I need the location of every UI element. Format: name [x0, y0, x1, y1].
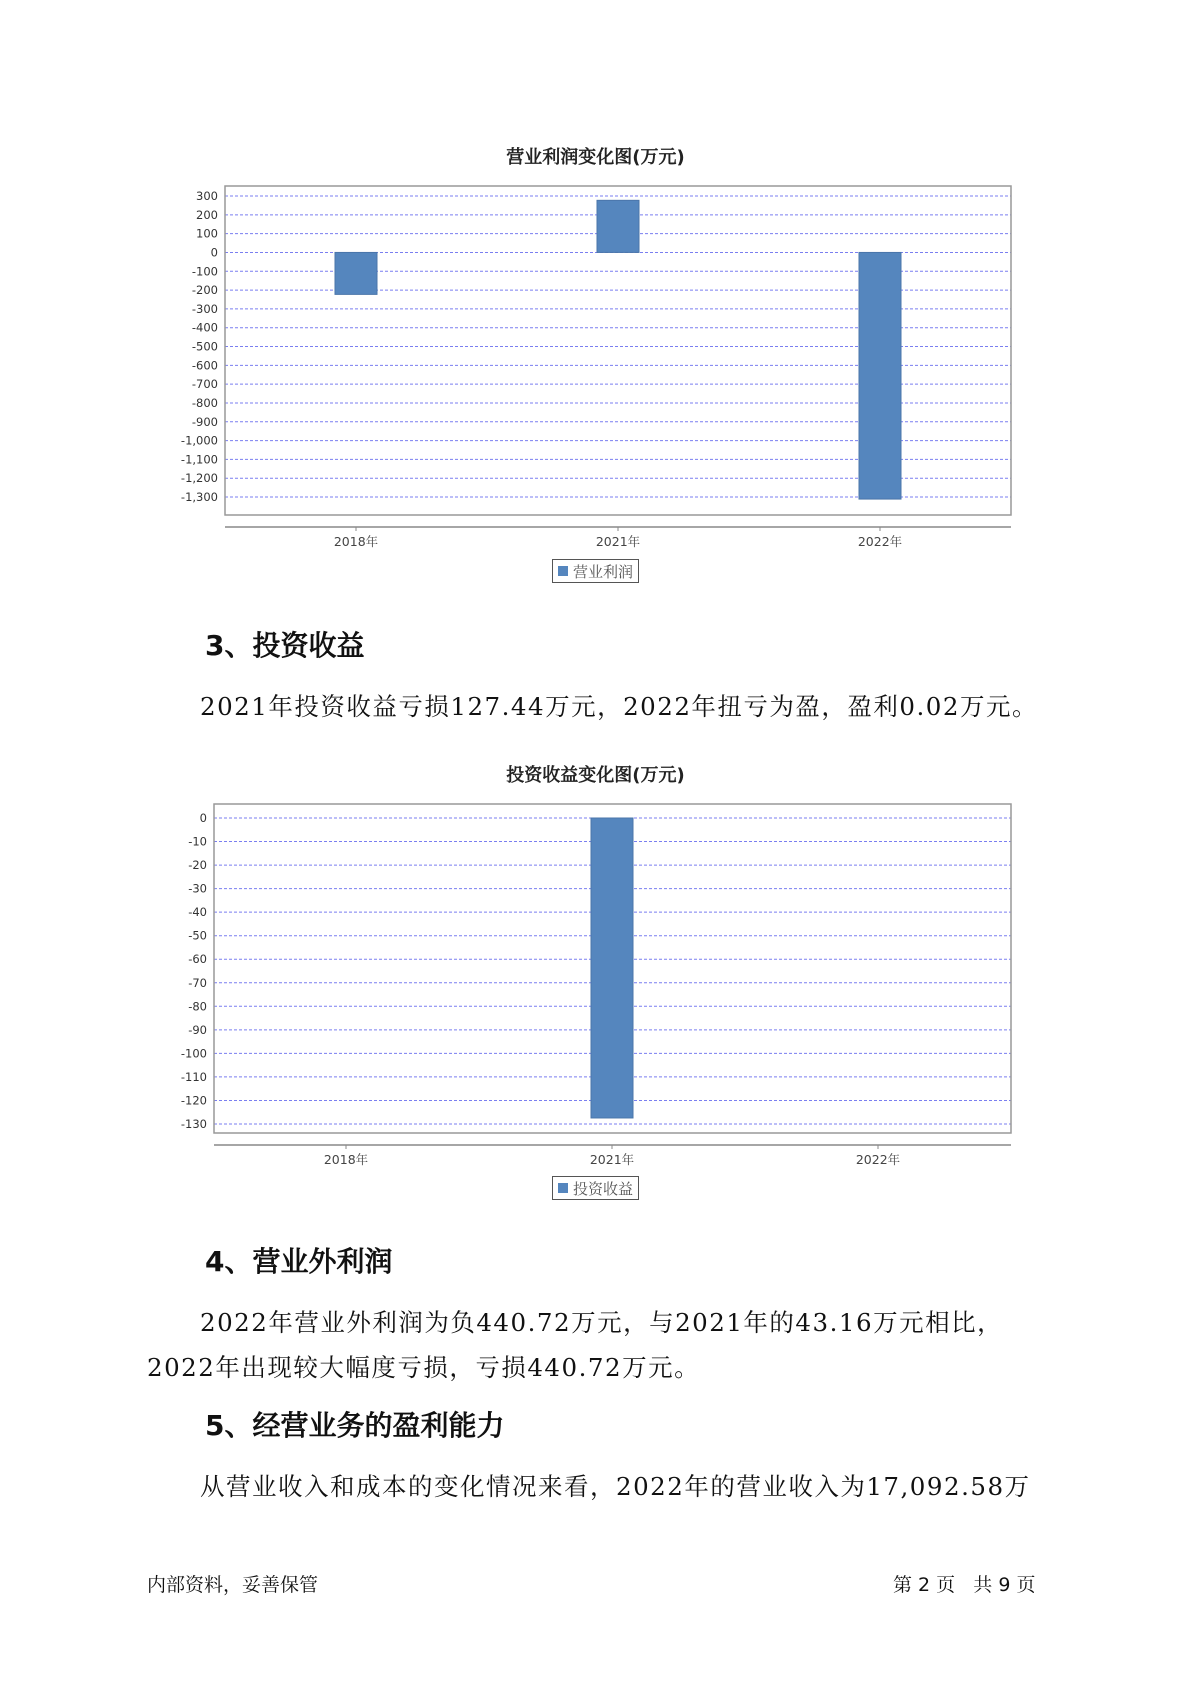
y-tick-label: -100 — [180, 1046, 207, 1061]
bar — [591, 818, 633, 1118]
paragraph-non-operating-profit: 2022年营业外利润为负440.72万元，与2021年的43.16万元相比，2022年出现较大幅度亏损，亏损440.72万元。 — [147, 1308, 1004, 1382]
y-tick-label: -700 — [191, 377, 218, 392]
y-tick-label: -10 — [188, 834, 207, 849]
chart-title: 投资收益变化图(万元) — [506, 765, 685, 786]
section-heading-investment-income: 3、投资收益 — [205, 629, 365, 662]
y-tick-label: 200 — [196, 207, 218, 222]
y-tick-label: -90 — [188, 1022, 207, 1037]
chart-title: 营业利润变化图(万元) — [506, 147, 685, 168]
x-tick-label: 2022年 — [855, 1152, 901, 1167]
y-tick-label: -1,200 — [180, 471, 218, 486]
y-tick-label: -500 — [191, 339, 218, 354]
section-heading-profitability: 5、经营业务的盈利能力 — [205, 1409, 505, 1442]
y-tick-label: 100 — [196, 226, 218, 241]
y-tick-label: -200 — [191, 283, 218, 298]
paragraph-investment-income: 2021年投资收益亏损127.44万元，2022年扭亏为盈，盈利0.02万元。 — [200, 692, 1038, 721]
y-tick-label: -30 — [188, 881, 207, 896]
y-tick-label: -600 — [191, 358, 218, 373]
x-tick-label: 2018年 — [333, 534, 379, 549]
y-tick-label: -130 — [180, 1117, 207, 1131]
x-tick-label: 2022年 — [857, 534, 903, 549]
footer-confidential-note: 内部资料，妥善保管 — [147, 1574, 319, 1596]
y-tick-label: 0 — [199, 811, 207, 825]
paragraph-profitability: 从营业收入和成本的变化情况来看，2022年的营业收入为17,092.58万 — [200, 1472, 1031, 1501]
y-tick-label: -400 — [191, 320, 218, 335]
footer-page-number: 第 2 页 共 9 页 — [893, 1574, 1036, 1596]
chart-legend — [552, 1176, 639, 1200]
y-tick-label: -60 — [188, 952, 207, 967]
y-tick-label: -1,300 — [180, 490, 218, 504]
y-tick-label: -800 — [191, 395, 218, 410]
y-tick-label: -1,100 — [180, 452, 218, 467]
x-tick-label: 2021年 — [595, 534, 641, 549]
legend-label: 投资收益 — [573, 1179, 634, 1198]
legend-label: 营业利润 — [573, 562, 634, 581]
x-tick-label: 2018年 — [323, 1152, 369, 1167]
y-tick-label: -80 — [188, 999, 207, 1014]
y-tick-label: -300 — [191, 301, 218, 316]
y-tick-label: -120 — [180, 1093, 207, 1108]
y-tick-label: -1,000 — [180, 433, 218, 448]
y-tick-label: -100 — [191, 264, 218, 279]
x-tick-label: 2021年 — [589, 1152, 635, 1167]
legend-swatch — [558, 1183, 568, 1193]
y-tick-label: -70 — [188, 975, 207, 990]
y-tick-label: -20 — [188, 858, 207, 873]
section-heading-non-operating-profit: 4、营业外利润 — [205, 1245, 393, 1278]
y-tick-label: -50 — [188, 928, 207, 943]
y-tick-label: 0 — [210, 245, 218, 260]
y-tick-label: -900 — [191, 414, 218, 429]
y-tick-label: 300 — [196, 189, 218, 203]
y-tick-label: -40 — [188, 905, 207, 920]
y-tick-label: -110 — [180, 1069, 207, 1084]
